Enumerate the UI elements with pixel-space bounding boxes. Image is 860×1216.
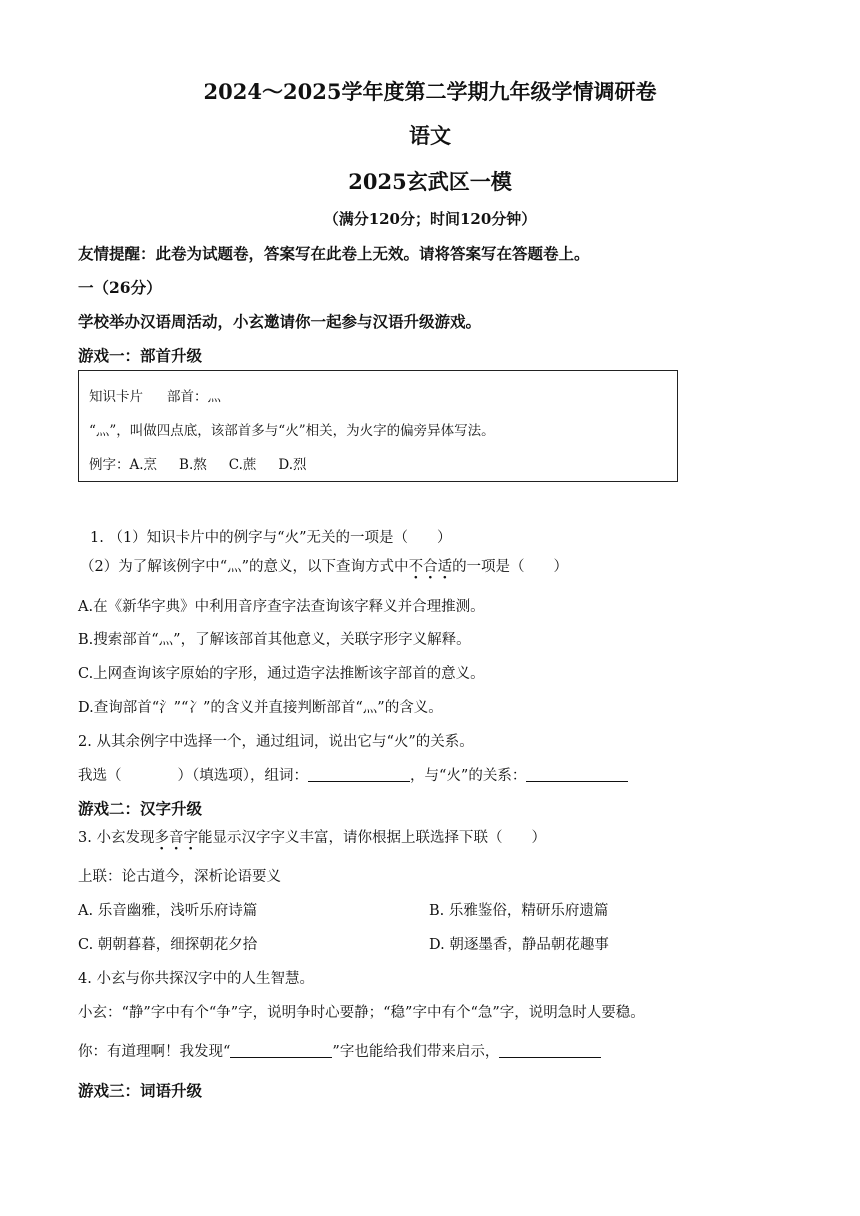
example-b: B.熬 bbox=[179, 457, 207, 473]
relation-blank[interactable] bbox=[526, 767, 628, 782]
q3-option-a: A. 乐音幽雅，浅听乐府诗篇 bbox=[78, 903, 258, 919]
character-blank[interactable] bbox=[230, 1043, 332, 1058]
q1-option-a: A.在《新华字典》中利用音序查字法查询该字释义并合理推测。 bbox=[78, 599, 485, 615]
dotted-char: 不 bbox=[408, 559, 424, 575]
card-header-row bbox=[89, 385, 221, 405]
reminder-text: 友情提醒：此卷为试题卷，答案写在此卷上无效。请将答案写在答题卷上。 bbox=[78, 244, 590, 263]
example-c: C.蔗 bbox=[228, 457, 257, 473]
dotted-char: 音 bbox=[168, 830, 184, 846]
section-intro: 学校举办汉语周活动，小玄邀请你一起参与汉语升级游戏。 bbox=[78, 312, 482, 331]
example-d: D.烈 bbox=[278, 457, 307, 473]
question-1-2: （2）为了解该例字中“灬”的意义，以下查询方式中不合适的一项是（ ） bbox=[80, 559, 569, 575]
upper-couplet: 上联：论古道今，深析论语要义 bbox=[78, 869, 281, 885]
section-heading: 一（26分） bbox=[78, 278, 162, 297]
question-3: 3. 小玄发现多音字能显示汉字字义丰富，请你根据上联选择下联（ ） bbox=[78, 830, 546, 846]
card-examples-row bbox=[89, 453, 329, 473]
dotted-char: 多 bbox=[154, 830, 169, 846]
game3-heading: 游戏三：词语升级 bbox=[78, 1081, 203, 1100]
exam-title: 2024～2025学年度第二学期九年级学情调研卷 bbox=[203, 79, 657, 104]
q2-answer-line: 我选（ ）（填选项），组词： ，与“火”的关系： bbox=[78, 764, 628, 785]
card-radical: 部首：灬 bbox=[167, 389, 221, 405]
card-description: “灬”，叫做四点底，该部首多与“火”相关，为火字的偏旁异体写法。 bbox=[89, 423, 495, 439]
knowledge-card bbox=[78, 370, 678, 482]
q1-option-b: B.搜索部首“灬”，了解该部首其他意义，关联字形字义解释。 bbox=[78, 632, 471, 648]
dotted-char: 适 bbox=[437, 559, 453, 575]
question-4: 4. 小玄与你共探汉字中的人生智慧。 bbox=[78, 971, 314, 987]
q3-option-d: D. 朝逐墨香，静品朝花趣事 bbox=[429, 937, 609, 953]
q3-option-b: B. 乐雅鉴俗，精研乐府遗篇 bbox=[429, 903, 609, 919]
game1-heading: 游戏一：部首升级 bbox=[78, 346, 203, 365]
word-blank[interactable] bbox=[308, 767, 410, 782]
q1-option-d: D.查询部首“氵”“冫”的含义并直接判断部首“灬”的含义。 bbox=[78, 700, 443, 716]
dotted-char: 字 bbox=[183, 830, 198, 846]
exam-name: 2025玄武区一模 bbox=[348, 169, 512, 194]
examples-label: 例字： bbox=[89, 457, 130, 473]
score-time-note: （满分120分；时间120分钟） bbox=[323, 210, 537, 228]
your-answer-line: 你：有道理啊！我发现“ ”字也能给我们带来启示， bbox=[78, 1040, 601, 1061]
question-1-1: 1. （1）知识卡片中的例字与“火”无关的一项是（ ） bbox=[90, 530, 452, 546]
xiaoxuan-line: 小玄：“静”字中有个“争”字，说明争时心要静；“稳”字中有个“急”字，说明急时人要稳。 bbox=[78, 1005, 645, 1021]
card-label: 知识卡片 bbox=[89, 389, 143, 405]
q3-option-c: C. 朝朝暮暮，细探朝花夕拾 bbox=[78, 937, 258, 953]
dotted-char: 合 bbox=[423, 559, 438, 575]
example-a: A.烹 bbox=[129, 457, 158, 473]
insight-blank[interactable] bbox=[499, 1043, 601, 1058]
q1-option-c: C.上网查询该字原始的字形，通过造字法推断该字部首的意义。 bbox=[78, 666, 485, 682]
question-2: 2. 从其余例字中选择一个，通过组词，说出它与“火”的关系。 bbox=[78, 734, 474, 750]
game2-heading: 游戏二：汉字升级 bbox=[78, 799, 203, 818]
subject-title: 语文 bbox=[409, 123, 451, 148]
